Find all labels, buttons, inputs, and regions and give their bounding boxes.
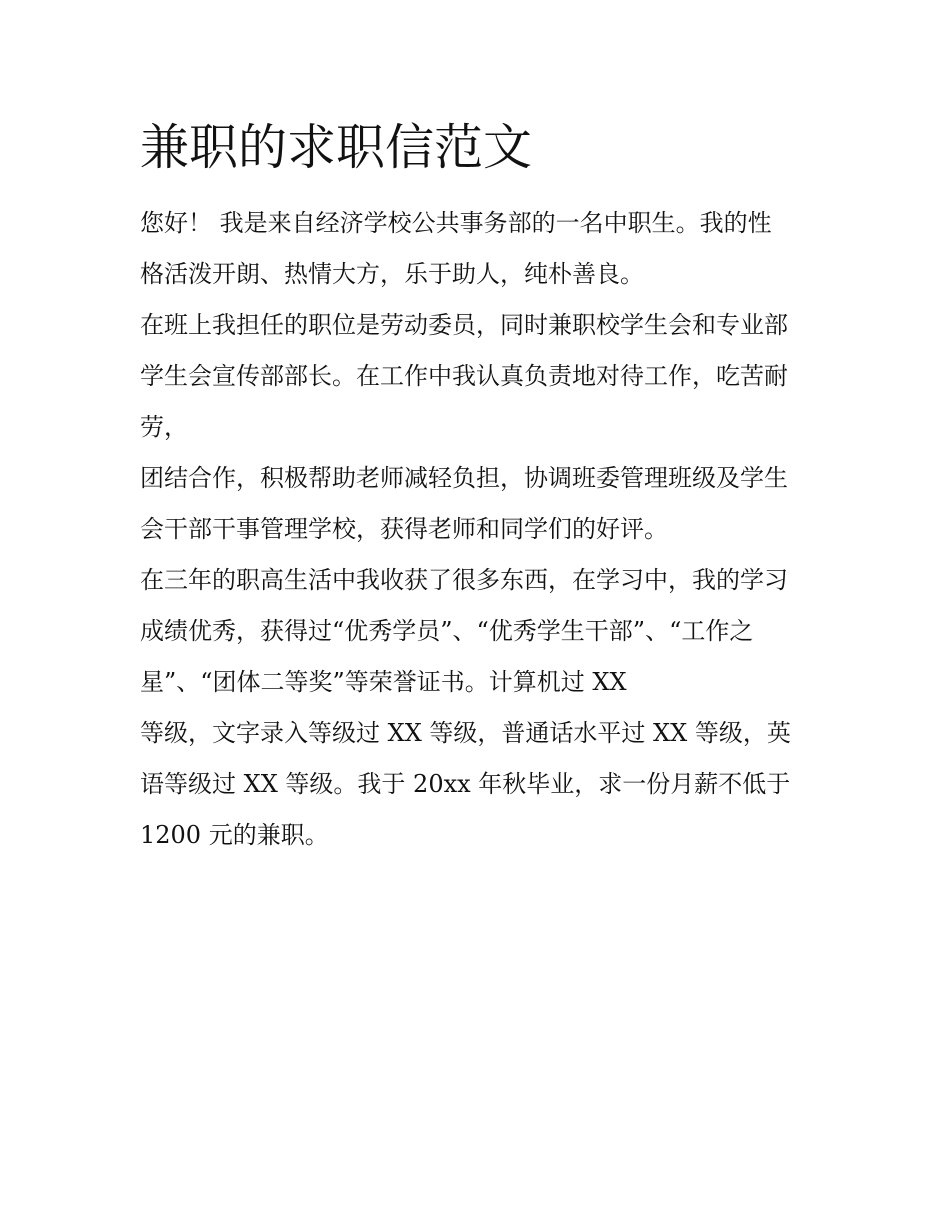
body-line: 等级，文字录入等级过 XX 等级，普通话水平过 XX 等级，英 bbox=[140, 719, 791, 747]
body-line: 在班上我担任的职位是劳动委员，同时兼职校学生会和专业部 bbox=[140, 311, 788, 339]
body-line: 在三年的职高生活中我收获了很多东西，在学习中，我的学习 bbox=[140, 566, 788, 594]
document-body bbox=[140, 198, 830, 861]
body-line: 劳， bbox=[140, 413, 188, 441]
body-line: 学生会宣传部部长。在工作中我认真负责地对待工作，吃苦耐 bbox=[140, 362, 788, 390]
body-line: 语等级过 XX 等级。我于 20xx 年秋毕业，求一份月薪不低于 bbox=[140, 770, 791, 798]
body-line: 团结合作，积极帮助老师减轻负担，协调班委管理班级及学生 bbox=[140, 464, 788, 492]
body-line: 星”、“团体二等奖”等荣誉证书。计算机过 XX bbox=[140, 668, 627, 696]
body-line: 会干部干事管理学校，获得老师和同学们的好评。 bbox=[140, 515, 668, 543]
body-line: 格活泼开朗、热情大方，乐于助人，纯朴善良。 bbox=[140, 260, 644, 288]
body-line: 1200 元的兼职。 bbox=[140, 821, 329, 849]
body-line: 成绩优秀，获得过“优秀学员”、“优秀学生干部”、“工作之 bbox=[140, 617, 754, 645]
body-line: 您好！ 我是来自经济学校公共事务部的一名中职生。我的性 bbox=[140, 209, 772, 237]
document-title: 兼职的求职信范文 bbox=[140, 119, 533, 176]
